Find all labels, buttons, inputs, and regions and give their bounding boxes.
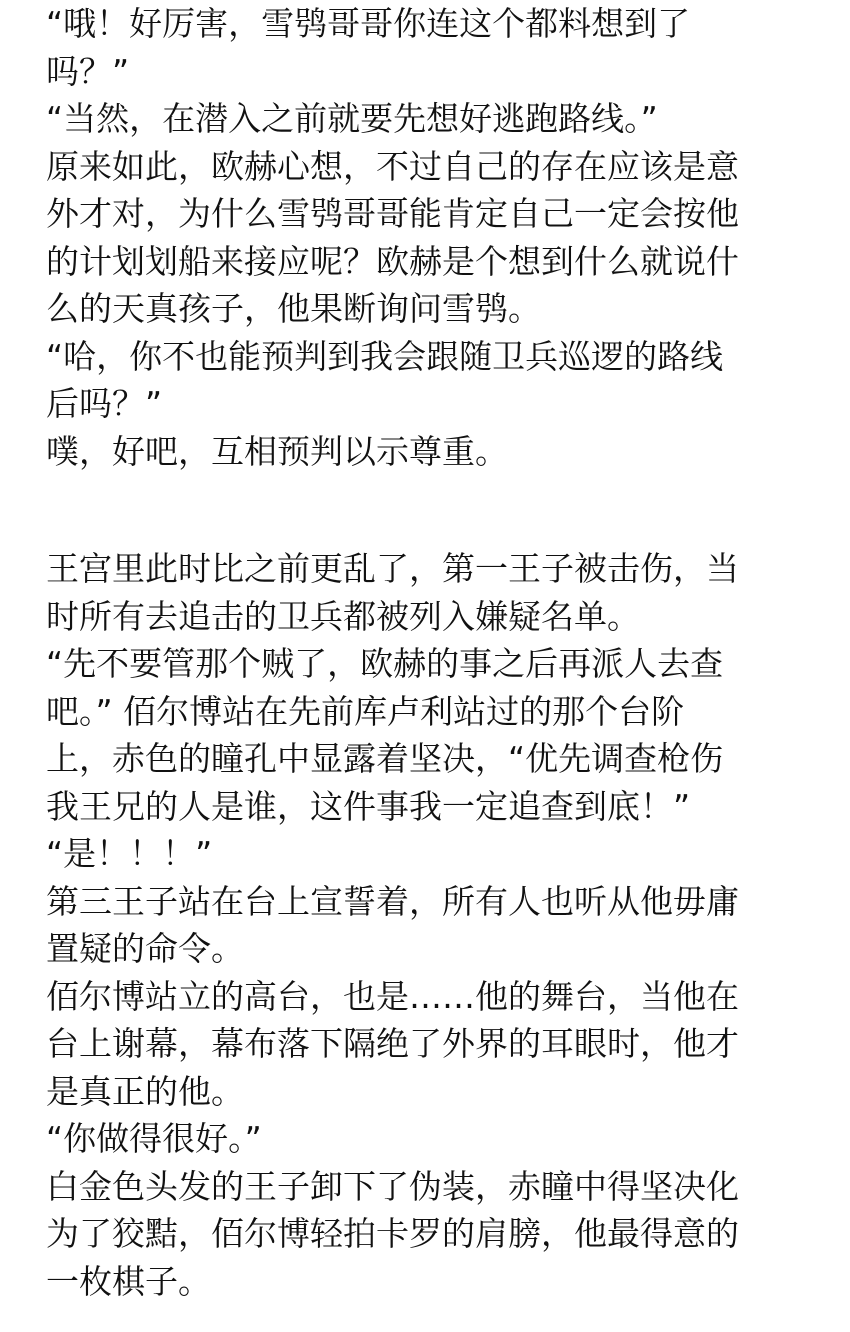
- text-line: 我王兄的人是谁，这件事我一定追查到底！”: [46, 786, 691, 826]
- text-line: 吧。” 佰尔博站在先前库卢利站过的那个台阶: [46, 691, 685, 731]
- text-line: “是！！！”: [46, 834, 213, 873]
- text-line: “你做得很好。”: [46, 1119, 262, 1158]
- text-line: 是真正的他。: [46, 1071, 244, 1111]
- text-line: 为了狡黠，佰尔博轻拍卡罗的肩膀，他最得意的: [46, 1214, 739, 1253]
- text-line: 王宫里此时比之前更乱了，第一王子被击伤，当: [46, 549, 739, 588]
- text-line: “当然，在潜入之前就要先想好逃跑路线。”: [46, 99, 658, 138]
- paragraph-gap: [46, 475, 806, 545]
- text-line: “先不要管那个贼了，欧赫的事之后再派人去查: [46, 644, 724, 683]
- text-line: 第三王子站在台上宣誓着，所有人也听从他毋庸: [46, 881, 739, 921]
- text-line: 噗，好吧，互相预判以示尊重。: [46, 431, 508, 471]
- text-line: 外才对，为什么雪鸮哥哥能肯定自己一定会按他: [46, 194, 739, 233]
- text-line: 一枚棋子。: [46, 1261, 211, 1301]
- text-line: 台上谢幕，幕布落下隔绝了外界的耳眼时，他才: [46, 1024, 739, 1063]
- story-text: [46, 0, 806, 1305]
- text-line: “哈，你不也能预判到我会跟随卫兵巡逻的路线: [46, 336, 724, 376]
- text-line: 佰尔博站立的高台，也是……他的舞台，当他在: [46, 976, 739, 1016]
- text-line: 吗？”: [46, 51, 130, 91]
- text-line: 的计划划船来接应呢？欧赫是个想到什么就说什: [46, 241, 739, 281]
- text-line: 置疑的命令。: [46, 929, 244, 968]
- text-line: 白金色头发的王子卸下了伪装，赤瞳中得坚决化: [46, 1166, 739, 1206]
- text-line: 原来如此，欧赫心想，不过自己的存在应该是意: [46, 146, 739, 186]
- text-line: 么的天真孩子，他果断询问雪鸮。: [46, 289, 541, 328]
- text-line: 上，赤色的瞳孔中显露着坚决，“优先调查枪伤: [46, 739, 724, 778]
- text-line: “哦！好厉害，雪鸮哥哥你连这个都料想到了: [46, 4, 691, 43]
- text-line: 时所有去追击的卫兵都被列入嫌疑名单。: [46, 596, 640, 636]
- text-line: 后吗？”: [46, 384, 163, 423]
